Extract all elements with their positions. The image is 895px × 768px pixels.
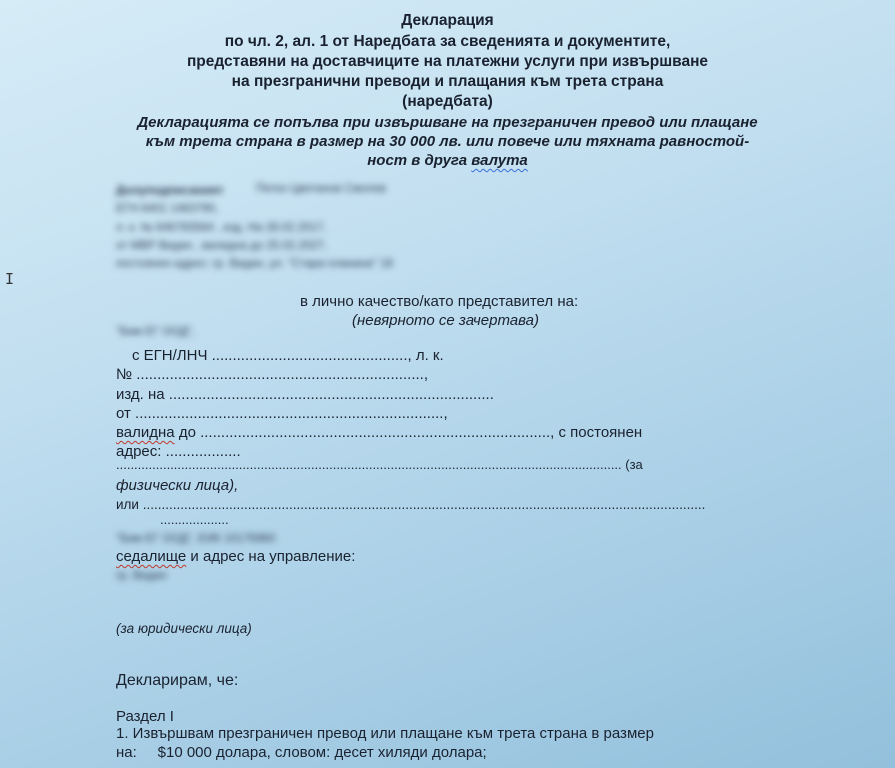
valid-field: валидна до ...................................................................................., с постоянен bbox=[116, 424, 643, 441]
heading-line-2: по чл. 2, ал. 1 от Наредбата за сведенията и документите, bbox=[224, 33, 671, 50]
address-field: адрес: .................. bbox=[116, 443, 241, 460]
section-item-1-amount: на: $10 000 долара, словом: десет хиляди долара; bbox=[116, 744, 487, 761]
intro-line-1: Декларацията се попълва при извършване на презграничен превод или плащане bbox=[137, 114, 758, 131]
from-field: от .........................................................................., bbox=[116, 405, 448, 422]
signatory-name: Петко Цветанов Смолев bbox=[256, 183, 386, 195]
intro-line-3: ност в друга валута bbox=[367, 152, 528, 169]
document-title: Декларация bbox=[401, 12, 494, 29]
intro-line-2: към трета страна в размер на 30 000 лв. или повече или тяхната равностой- bbox=[145, 133, 750, 150]
address-dots: ............................................................................................................................................ (за bbox=[116, 457, 643, 472]
legal-entities-note: (за юридически лица) bbox=[116, 621, 252, 636]
heading-line-4: на презгранични преводи и плащания към трета страна bbox=[231, 73, 664, 90]
declare-line: Декларирам, че: bbox=[116, 672, 239, 689]
capacity-line: в лично качество/като представител на: bbox=[300, 293, 579, 310]
signatory-egn: ЕГН 6401 1463790, bbox=[116, 203, 219, 215]
or-line: или ...................................................................................................................................................... bbox=[116, 497, 706, 512]
text-cursor-icon: I bbox=[5, 270, 15, 288]
signatory-issuer: от МВР Видин , валидна до 25.02.2027, bbox=[116, 240, 328, 252]
signatory-id: л. к. № 646783564 , изд. На 28.02.2017, bbox=[116, 222, 327, 234]
or-dots: ................... bbox=[160, 512, 229, 527]
physical-persons-note: физически лица), bbox=[116, 477, 239, 494]
egn-field: с ЕГН/ЛНЧ ..............................................., л. к. bbox=[132, 347, 444, 364]
seat-address-label: седалище и адрес на управление: bbox=[116, 548, 356, 565]
number-field: № ....................................................................., bbox=[116, 366, 428, 383]
capacity-note: (невярното се зачертава) bbox=[352, 312, 539, 329]
section-title: Раздел I bbox=[116, 708, 174, 725]
company-name-blurred: "Бим ЕГ ООД", bbox=[116, 326, 195, 338]
section-item-1: 1. Извършвам презграничен превод или плащане към трета страна в размер bbox=[116, 725, 654, 742]
legal-address-blurred: гр. Видин bbox=[116, 570, 167, 582]
legal-entity-blurred: "Бим ЕГ ООД", ЕИК 10176960 bbox=[116, 533, 276, 545]
signatory-label: Долуподписаният bbox=[116, 183, 224, 197]
heading-line-3: представяни на доставчиците на платежни услуги при извършване bbox=[186, 53, 709, 70]
issued-field: изд. на .............................................................................. bbox=[116, 386, 494, 403]
heading-line-5: (наредбата) bbox=[402, 93, 493, 110]
signatory-address: постоянен адрес: гр. Видин, ул. "Стара планина" 18 bbox=[116, 258, 393, 270]
